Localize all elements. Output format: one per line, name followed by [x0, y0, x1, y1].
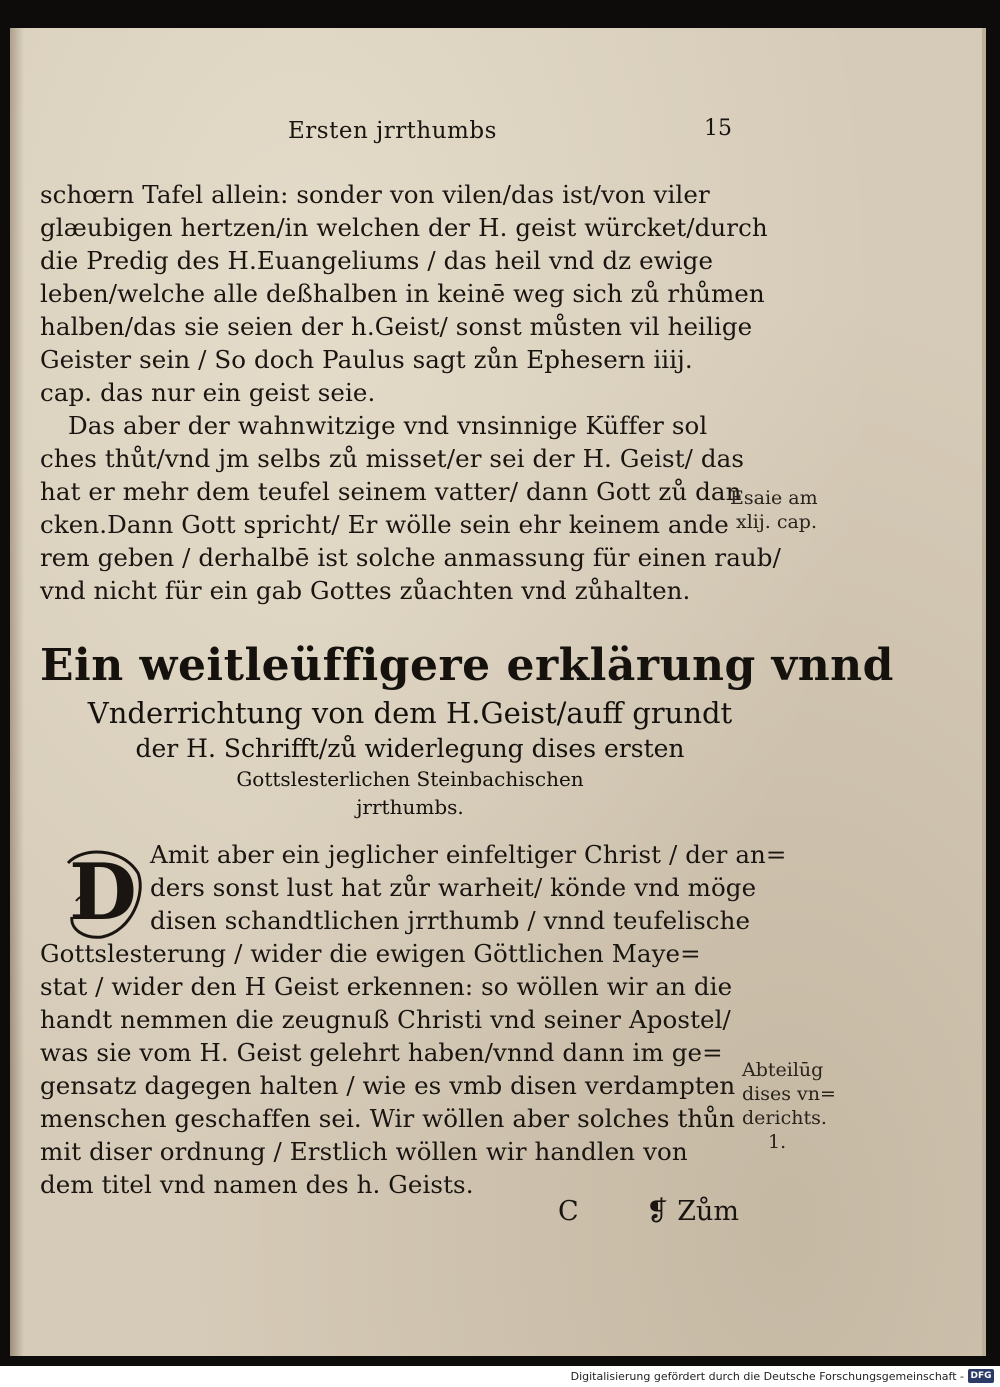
running-title: Ersten jrrthumbs [288, 118, 497, 144]
margin-note-esaie [730, 486, 818, 534]
margin-note-line: derichts. [742, 1107, 827, 1129]
text-line: glæubigen hertzen/in welchen der H. geist würcket/durch [40, 213, 768, 242]
text-line: schœrn Tafel allein: sonder von vilen/das ist/von viler [40, 180, 710, 209]
funding-credit: Digitalisierung gefördert durch die Deutsche Forschungsgemeinschaft - [570, 1370, 964, 1383]
section-heading [40, 638, 894, 821]
text-line: leben/welche alle deßhalben in keinē weg sich zů rhůmen [40, 279, 765, 308]
margin-note-line: dises vn= [742, 1083, 836, 1105]
text-line: dem titel vnd namen des h. Geists. [40, 1170, 474, 1199]
text-line: menschen geschaffen sei. Wir wöllen aber solches thůn [40, 1104, 736, 1133]
margin-note-line: Abteilūg [742, 1059, 824, 1081]
text-line: Das aber der wahnwitzige vnd vnsinnige Küffer sol [68, 411, 708, 440]
text-line: vnd nicht für ein gab Gottes zůachten vnd zůhalten. [40, 576, 691, 605]
text-line: hat er mehr dem teufel seinem vatter/ dann Gott zů dan [40, 477, 742, 506]
book-page [10, 28, 984, 1356]
text-line: mit diser ordnung / Erstlich wöllen wir handlen von [40, 1137, 688, 1166]
text-line: ches thůt/vnd jm selbs zů misset/er sei der H. Geist/ das [40, 444, 745, 473]
margin-note-line: xlij. cap. [736, 511, 818, 533]
margin-note-line: 1. [768, 1131, 787, 1153]
text-line: was sie vom H. Geist gelehrt haben/vnnd dann im ge= [40, 1038, 723, 1067]
folio-number: 15 [704, 116, 732, 141]
heading-line-2: Vnderrichtung von dem H.Geist/auff grundt [87, 696, 733, 730]
heading-line-3: der H. Schrifft/zů widerlegung dises ersten [135, 734, 685, 763]
text-line: ders sonst lust hat zůr warheit/ könde vnd möge [150, 873, 757, 902]
signature-mark: C [558, 1196, 579, 1227]
page-edge [982, 28, 986, 1356]
text-line: Geister sein / So doch Paulus sagt zůn Ephesern iiij. [40, 345, 693, 374]
text-line: cken.Dann Gott spricht/ Er wölle sein ehr keinem ande [40, 510, 729, 539]
heading-line-5: jrrthumbs. [356, 795, 464, 819]
text-line: rem geben / derhalbē ist solche anmassung für einen raub/ [40, 543, 781, 572]
heading-line-4: Gottslesterlichen Steinbachischen [236, 767, 584, 791]
text-line: die Predig des H.Euangeliums / das heil vnd dz ewige [40, 246, 714, 275]
text-line: Gottslesterung / wider die ewigen Göttlichen Maye= [40, 939, 701, 968]
text-line: stat / wider den H Geist erkennen: so wöllen wir an die [40, 972, 733, 1001]
heading-line-1: Ein weitleüffigere erklärung vnnd [40, 640, 894, 691]
catchword: ❡ Zům [646, 1196, 739, 1227]
margin-note-line: Esaie am [730, 487, 818, 509]
drop-cap-letter: D [69, 847, 137, 938]
text-line: cap. das nur ein geist seie. [40, 378, 376, 407]
text-line: disen schandtlichen jrrthumb / vnnd teufelische [150, 906, 751, 935]
dfg-logo: DFG [968, 1369, 994, 1383]
text-line: Amit aber ein jeglicher einfeltiger Christ / der an= [150, 840, 787, 869]
footer-bar [0, 1366, 1000, 1387]
text-line: halben/das sie seien der h.Geist/ sonst můsten vil heilige [40, 312, 753, 341]
text-line: gensatz dagegen halten / wie es vmb disen verdampten [40, 1071, 736, 1100]
text-line: handt nemmen die zeugnuß Christi vnd seiner Apostel/ [40, 1005, 731, 1034]
margin-note-abteilung [742, 1058, 836, 1154]
